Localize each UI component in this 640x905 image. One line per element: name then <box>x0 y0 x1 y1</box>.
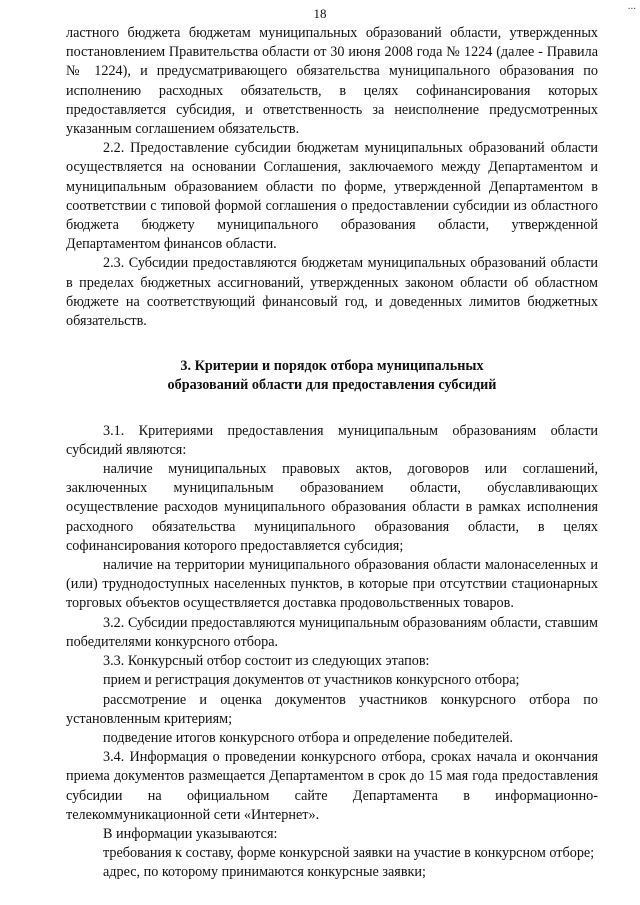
section-heading-line: образований области для предоставления субсидий <box>167 377 497 394</box>
paragraph: 3.3. Конкурсный отбор состоит из следующих этапов: <box>103 653 430 670</box>
paragraph: В информации указываются: <box>103 825 278 842</box>
paragraph: наличие на территории муниципального образования области малонаселенных и (или) труднодоступных населенных пунктов, в которые при отсутствии стационарных торговых объектов осуществляется доставка продовольственных товаров. <box>66 557 598 612</box>
paragraph: ластного бюджета бюджетам муниципальных образований области, утвержденных постановлением Правительства области от 30 июня 2008 года № 1224 (далее - Правила № 1224), и предусматривающего обязательства муниципального образования по исполнению расходных обязательств, в целях софинансирования которых предоставляется субсидия, и ответственность за неисполнение предусмотренных указанным соглашением обязательств. <box>66 25 598 138</box>
corner-mark: ... <box>627 0 636 12</box>
paragraph: рассмотрение и оценка документов участников конкурсного отбора по установленным критериям; <box>66 691 598 727</box>
paragraph: адрес, по которому принимаются конкурсные заявки; <box>103 864 426 881</box>
paragraph: 2.3. Субсидии предоставляются бюджетам муниципальных образований области в пределах бюджетных ассигнований, утвержденных законом области об областном бюджете на соответствующий финансовый год, и доведенных лимитов бюджетных обязательств. <box>66 255 598 330</box>
paragraph: 3.1. Критериями предоставления муниципальным образованиям области субсидий являются: <box>66 422 598 458</box>
paragraph: наличие муниципальных правовых актов, договоров или соглашений, заключенных муниципальным образованием области, обуславливающих осуществление расходов муниципального образования области в рамках исполнения расходного обязательства муниципального образования области, в целях софинансирования которого предоставляется субсидия; <box>66 461 598 554</box>
paragraph: требования к составу, форме конкурсной заявки на участие в конкурсном отборе; <box>103 845 595 862</box>
paragraph: прием и регистрация документов от участников конкурсного отбора; <box>103 672 520 689</box>
document-body <box>66 24 598 883</box>
page-number: 18 <box>313 6 327 21</box>
paragraph: 3.4. Информация о проведении конкурсного отбора, сроках начала и окончания приема документов размещается Департаментом в срок до 15 мая года предоставления субсидии на официальном сайте Департамента в информационно-телекоммуникационной сети «Интернет». <box>66 749 598 823</box>
section-heading <box>66 357 598 395</box>
paragraph: подведение итогов конкурсного отбора и определение победителей. <box>103 729 514 746</box>
section-heading-line: 3. Критерии и порядок отбора муниципальных <box>180 358 484 375</box>
paragraph: 2.2. Предоставление субсидии бюджетам муниципальных образований области осуществляется на основании Соглашения, заключаемого между Департаментом и муниципальным образованием области по форме, утвержденной Департаментом в соответствии с типовой формой соглашения о предоставлении субсидии из областного бюджета бюджету муниципального образования области, утвержденной Департаментом финансов области. <box>66 140 598 253</box>
paragraph: 3.2. Субсидии предоставляются муниципальным образованиям области, ставшим победителями конкурсного отбора. <box>66 614 598 650</box>
